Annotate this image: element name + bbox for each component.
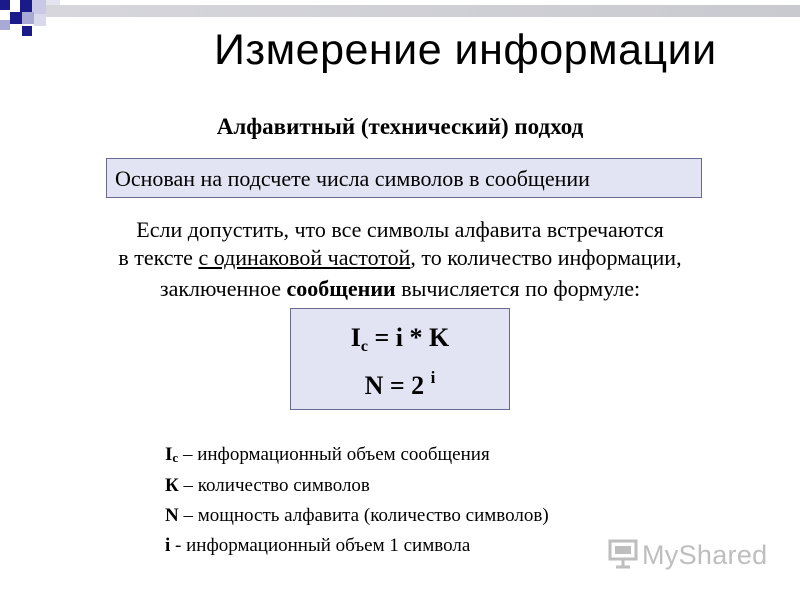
deco-square — [34, 14, 46, 26]
formula-exponent: i — [430, 368, 436, 387]
formula-subscript: c — [360, 338, 368, 355]
deco-square — [32, 0, 46, 14]
paragraph-line-1 — [0, 217, 800, 243]
bold-text: сообщении — [286, 276, 396, 301]
decorative-top-band — [46, 5, 800, 17]
watermark-text: MyShared — [642, 539, 768, 570]
legend-subscript: c — [172, 450, 179, 465]
formula-alphabet-power — [291, 368, 509, 401]
basis-box: Основан на подсчете числа символов в сообщении — [106, 158, 702, 198]
formula-information-volume — [291, 323, 509, 353]
legend-symbol: i — [165, 535, 171, 556]
legend-symbol: I — [165, 444, 173, 465]
deco-square — [20, 0, 32, 12]
subtitle: Алфавитный (технический) подход — [216, 114, 584, 139]
paragraph-line-3 — [0, 276, 800, 302]
watermark — [608, 535, 767, 575]
legend-text: – информационный объем сообщения — [178, 444, 490, 465]
legend-text: – мощность алфавита (количество символов) — [178, 505, 549, 526]
formula-base: N = 2 — [364, 371, 431, 400]
legend-item — [165, 505, 549, 527]
legend-text: – количество символов — [178, 475, 370, 496]
slide-title: Измерение информации — [214, 26, 717, 74]
legend-symbol: N — [165, 505, 179, 526]
legend-text: - информационный объем 1 символа — [170, 535, 471, 556]
paragraph-text: в тексте — [118, 245, 199, 270]
formula-rest: = i * K — [367, 323, 450, 352]
deco-square — [22, 12, 34, 24]
deco-square — [0, 20, 10, 30]
formula-box — [290, 308, 510, 410]
paragraph-text: заключенное — [159, 276, 287, 301]
deco-square — [10, 0, 20, 10]
deco-square — [0, 0, 10, 10]
legend-symbol: К — [165, 475, 179, 496]
legend-item — [165, 475, 370, 497]
paragraph-text: Если допустить, что все символы алфавита встречаются — [136, 217, 664, 242]
legend-item — [165, 444, 490, 466]
paragraph-text: , то количество информации, — [410, 245, 682, 270]
deco-square — [10, 12, 22, 24]
deco-square — [22, 26, 32, 36]
paragraph-text: вычисляется по формуле: — [395, 276, 641, 301]
paragraph-line-2 — [0, 245, 800, 271]
formula-symbol: I — [350, 323, 361, 352]
legend-item — [165, 535, 470, 557]
underlined-text: с одинаковой частотой — [198, 245, 411, 270]
projector-icon — [608, 537, 638, 574]
